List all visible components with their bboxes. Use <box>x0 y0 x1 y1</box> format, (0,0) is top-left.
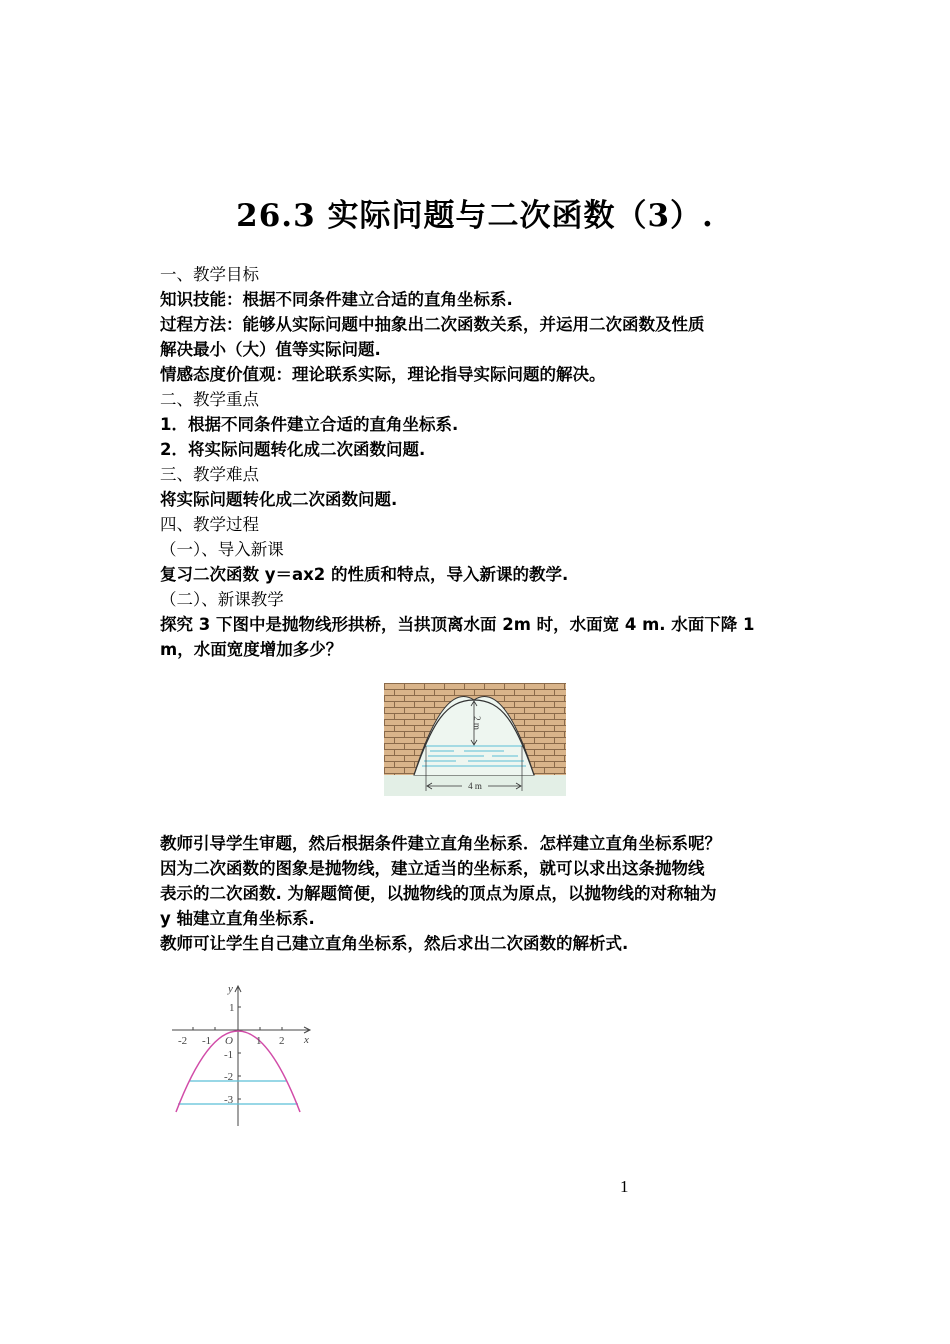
x-axis-label: x <box>304 1034 309 1046</box>
paragraph-line: m，水面宽度增加多少？ <box>160 640 343 659</box>
x-tick-label: 1 <box>256 1035 262 1047</box>
page-number: 1 <box>620 1177 629 1196</box>
section-heading: 三、教学难点 <box>160 465 259 484</box>
paragraph-line: 表示的二次函数. 为解题简便，以抛物线的顶点为原点，以抛物线的对称轴为 <box>160 884 717 903</box>
paragraph-line: 解决最小（大）值等实际问题. <box>160 340 381 359</box>
y-tick-label: -1 <box>224 1049 234 1061</box>
x-tick-label: -1 <box>202 1035 212 1047</box>
paragraph-line: y 轴建立直角坐标系. <box>160 909 315 928</box>
paragraph-line: 过程方法：能够从实际问题中抽象出二次函数关系，并运用二次函数及性质 <box>160 315 705 334</box>
page-title: 26.3 实际问题与二次函数（3）. <box>236 198 714 234</box>
document-body <box>160 262 800 662</box>
paragraph-line: 教师可让学生自己建立直角坐标系，然后求出二次函数的解析式. <box>160 934 629 953</box>
paragraph-line: 知识技能：根据不同条件建立合适的直角坐标系. <box>160 290 513 309</box>
paragraph-line: 探究 3 下图中是抛物线形拱桥，当拱顶离水面 2m 时，水面宽 4 m. 水面下降 1 <box>160 615 755 634</box>
arch-bridge-figure <box>384 683 566 796</box>
y-axis-label: y <box>228 983 233 995</box>
paragraph-line: 将实际问题转化成二次函数问题. <box>160 490 398 509</box>
origin-label: O <box>225 1035 233 1047</box>
paragraph-line: 情感态度价值观：理论联系实际，理论指导实际问题的解决。 <box>160 365 606 384</box>
y-tick-label: -2 <box>224 1071 234 1083</box>
x-tick-label: 2 <box>279 1035 285 1047</box>
section-heading: 一、教学目标 <box>160 265 259 284</box>
x-tick-label: -2 <box>178 1035 188 1047</box>
section-heading: 二、教学重点 <box>160 390 259 409</box>
paragraph-line: 复习二次函数 y＝ax2 的性质和特点，导入新课的教学. <box>160 565 569 584</box>
section-heading: 四、教学过程 <box>160 515 259 534</box>
y-tick-label: -3 <box>224 1094 234 1106</box>
explanation-text <box>160 831 810 956</box>
subsection-heading: （一）、导入新课 <box>160 540 284 559</box>
y-tick-label: 1 <box>229 1002 235 1014</box>
paragraph-line: 2．将实际问题转化成二次函数问题. <box>160 440 426 459</box>
paragraph-line: 因为二次函数的图象是抛物线，建立适当的坐标系，就可以求出这条抛物线 <box>160 859 705 878</box>
paragraph-line: 1．根据不同条件建立合适的直角坐标系. <box>160 415 459 434</box>
paragraph-line: 教师引导学生审题，然后根据条件建立直角坐标系．怎样建立直角坐标系呢？ <box>160 834 721 853</box>
subsection-heading: （二）、新课教学 <box>160 590 284 609</box>
width-label: 4 m <box>468 781 482 791</box>
coordinate-figure <box>170 978 320 1128</box>
height-label: 2 m <box>472 716 482 730</box>
